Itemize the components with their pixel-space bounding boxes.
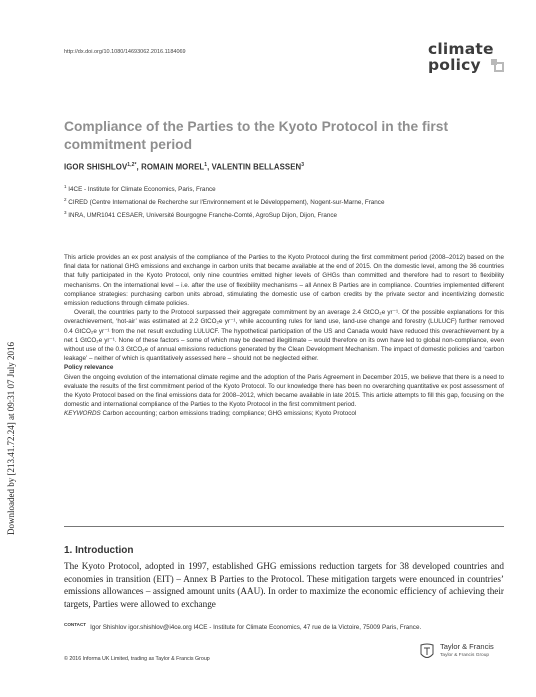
publisher-group: Taylor & Francis Group <box>440 653 490 658</box>
introduction-text: The Kyoto Protocol, adopted in 1997, established GHG emissions reduction targets for 38 developed countries and economies in transition (EIT) – Annex B Parties to the Protocol. These mitigation targets were enounced in countries’ emissions allowances – assigned amount units (AAU). In order to maximize the economic efficiency of achieving their targets, Parties were allowed to exchange <box>64 561 504 609</box>
affiliation <box>64 210 337 219</box>
journal-name-line1: climate <box>428 40 494 58</box>
publisher-name: Taylor & Francis <box>440 642 494 651</box>
author-list: IGOR $SHISHLOV^{1,2*}$, ROMAIN MOREL$^1$, VALENTIN BELLASSEN$^3$ <box>64 162 305 172</box>
publisher-logo <box>420 640 510 668</box>
journal-name-line2: policy <box>428 56 481 74</box>
abstract <box>64 253 504 419</box>
policy-relevance-text: Given the ongoing evolution of the international climate regime and the adoption of the Paris Agreement in December 2015, we believe that there is a need to evaluate the results of the first commitment period of the Kyoto Protocol. To our knowledge there has been no overarching quantitative ex post assessment of the Kyoto Protocol based on the final emissions data for 2008–2012, which became available in late 2015. This article attempts to fill this gap, focusing on the domestic and international compliance of the Parties to the Kyoto Protocol in the first commitment period. <box>64 373 504 409</box>
publisher-emblem-icon <box>420 643 434 661</box>
author-name: ROMAIN MOREL <box>141 162 205 172</box>
contact-label: CONTACT <box>64 622 87 627</box>
affiliation-text: I4CE - Institute for Climate Economics, Paris, France <box>68 186 216 194</box>
affiliation <box>64 184 216 193</box>
keywords-label: KEYWORDS <box>64 410 101 418</box>
article-title: Compliance of the Parties to the Kyoto Protocol in the first commitment period <box>64 119 449 152</box>
affiliation-text: INRA, UMR1041 CESAER, Université Bourgogne Franche-Comté, AgroSup Dijon, Dijon, France <box>68 212 338 220</box>
author-affil-marker: 1 <box>204 162 208 168</box>
abstract-paragraph: Overall, the countries party to the Protocol surpassed their aggregate commitment by an average 2.4 GtCO₂e yr⁻¹. Of the possible explanations for this overachievement, ‘hot-air’ was estimated at 2.2 GtCO₂e yr⁻¹, while accounting rules for land use, land-use change and forestry (LULUCF) further removed 0.4 GtCO₂e yr⁻¹ from the net result excluding LULUCF. The hypothetical participation of the US and Canada would have reduced this overachievement by a net 1 GtCO₂e yr⁻¹. None of these factors – some of which may be deemed illegitimate – would therefore on its own have led to global non-compliance, even without use of the 0.3 GtCO₂e of annual emissions reductions generated by the Clean Development Mechanism. The impact of domestic policies and ‘carbon leakage’ – neither of which is quantitatively assessed here – should not be neglected either. <box>64 309 504 363</box>
affiliation-text: CIRED (Centre International de Recherche sur l'Environnement et le Développement), Nogent-sur-Marne, France <box>68 199 385 207</box>
keywords-line <box>64 409 504 418</box>
contact-text: Igor Shishlov igor.shishlov@i4ce.org I4CE - Institute for Climate Economics, 47 rue de la Victoire, 75009 Paris, France. <box>90 624 422 632</box>
author-name: VALENTIN BELLASSEN <box>211 162 302 172</box>
policy-relevance-heading: Policy relevance <box>64 364 114 372</box>
affiliation-marker: 1 <box>64 184 67 189</box>
section-divider <box>64 526 504 527</box>
author-affil-marker: 3 <box>301 162 305 168</box>
doi-link[interactable]: http://dx.doi.org/10.1080/14693062.2016.1184069 <box>64 49 186 55</box>
affiliation <box>64 197 384 206</box>
affiliation-marker: 2 <box>64 197 67 202</box>
journal-logo <box>428 40 508 80</box>
abstract-paragraph: This article provides an ex post analysis of the compliance of the Parties to the Kyoto Protocol during the first commitment period (2008–2012) based on the final data for national GHG emissions and exchange in carbon units that became available at the end of 2015. On the domestic level, among the 36 countries that fully participated in the Kyoto Protocol, only nine countries emitted higher levels of GHGs than committed and therefore had to resort to flexibility mechanisms. On the international level – i.e. after the use of flexibility mechanisms – all Annex B Parties are in compliance. Countries implemented different compliance strategies: purchasing carbon units abroad, stimulating the domestic use of carbon credits by the private sector and incentivizing domestic emission reductions through climate policies. <box>64 254 504 308</box>
contact-line <box>64 622 421 631</box>
keywords-text: Carbon accounting; carbon emissions trading; compliance; GHG emissions; Kyoto Protocol <box>102 410 357 418</box>
author-affil-marker: 1,2* <box>127 162 137 168</box>
copyright-notice: © 2016 Informa UK Limited, trading as Taylor & Francis Group <box>64 656 210 662</box>
author-name: IGOR SHISHLOV <box>64 162 128 172</box>
logo-square-icon <box>494 62 504 72</box>
download-note: Downloaded by [213.41.72.24] at 09:31 07 July 2016 <box>6 342 16 535</box>
section-heading: 1. Introduction <box>64 545 134 556</box>
affiliation-marker: 3 <box>64 210 67 215</box>
